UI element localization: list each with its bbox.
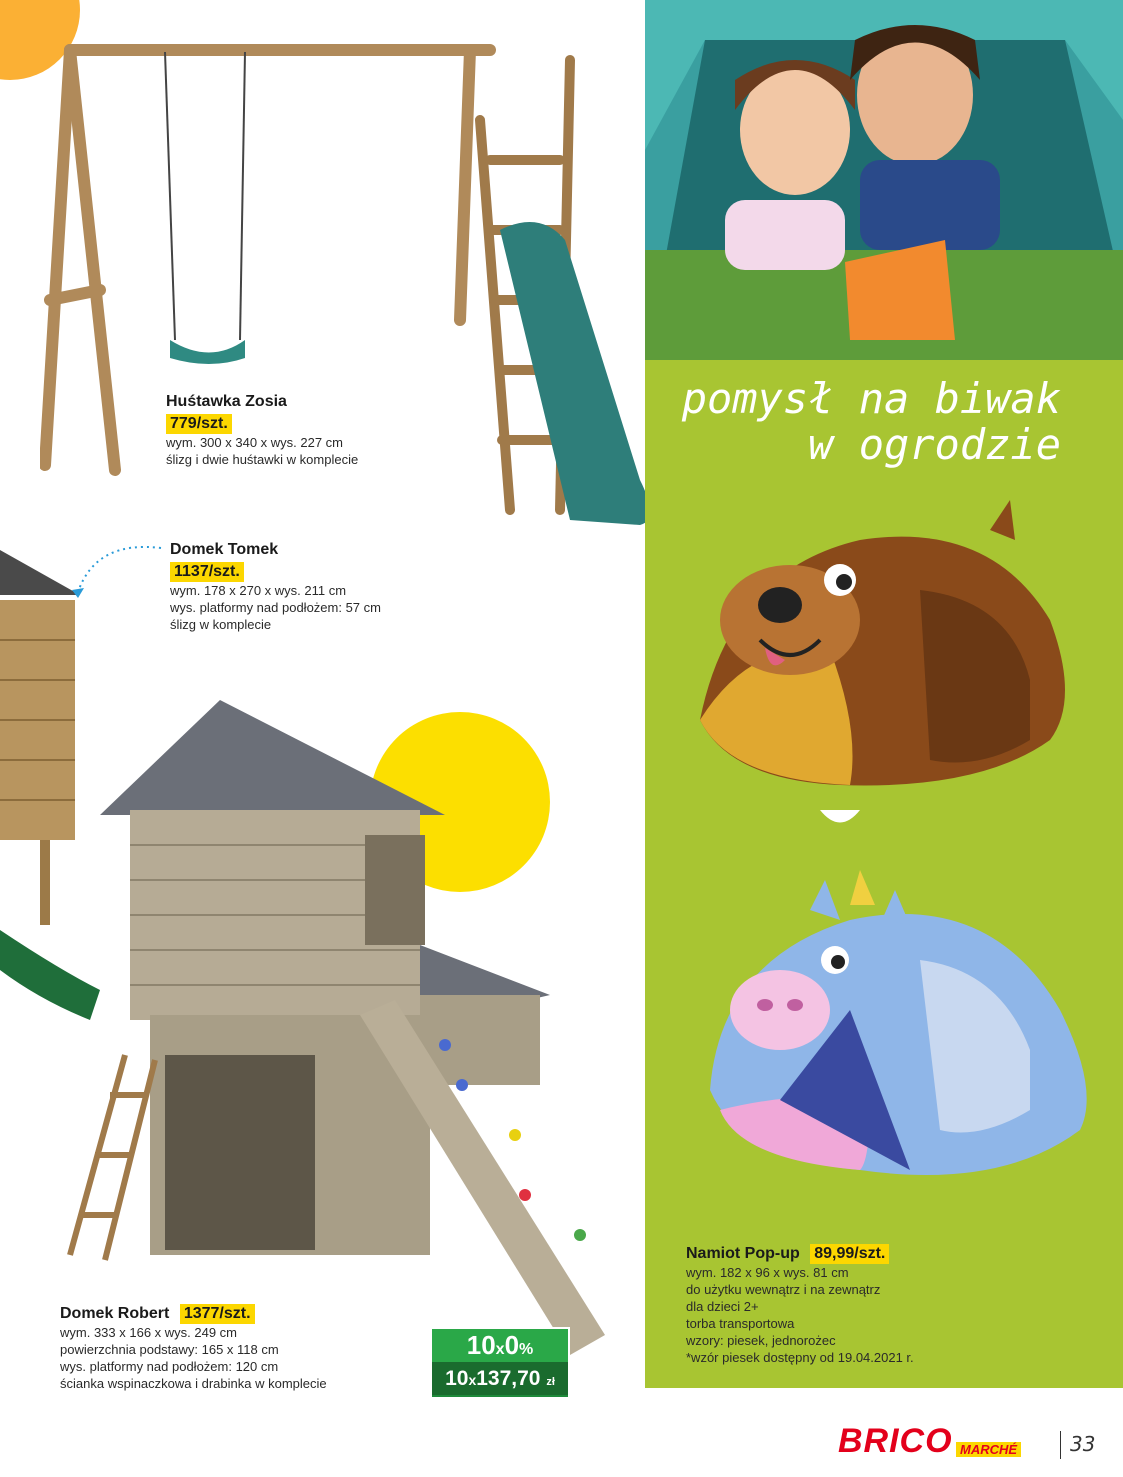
promo-currency: zł [546, 1376, 555, 1388]
product-desc: wym. 178 x 270 x wys. 211 cm [170, 583, 347, 598]
unicorn-tent-image [660, 850, 1100, 1230]
price-tag: 779/szt. [166, 414, 232, 434]
logo-marche-text: MARCHÉ [956, 1442, 1021, 1457]
slogan-line: pomysł na biwak [681, 374, 1061, 423]
brico-marche-logo [838, 1422, 1048, 1462]
promo-amount: 137,70 [476, 1367, 541, 1390]
product-desc: powierzchnia podstawy: 165 x 118 cm [60, 1342, 279, 1357]
promo-amount-row [432, 1362, 568, 1395]
product-desc: wym. 182 x 96 x wys. 81 cm [686, 1265, 849, 1280]
product-robert-info [60, 1304, 327, 1392]
dotted-arrow-icon [66, 540, 166, 600]
product-swing-info [166, 392, 358, 468]
slogan [682, 376, 1061, 468]
camping-kids-photo [645, 0, 1123, 360]
product-tent-info [686, 1244, 914, 1366]
page-divider [1060, 1431, 1061, 1459]
installment-promo-badge [430, 1327, 570, 1399]
product-desc: ścianka wspinaczkowa i drabinka w komplecie [60, 1376, 327, 1391]
logo-brico-text: BRICO [838, 1422, 953, 1460]
product-desc: dla dzieci 2+ [686, 1299, 759, 1314]
product-desc: wym. 300 x 340 x wys. 227 cm [166, 435, 344, 450]
product-desc: ślizg i dwie huśtawki w komplecie [166, 452, 359, 467]
slogan-line: w ogrodzie [808, 420, 1061, 469]
promo-percent: % [519, 1341, 534, 1358]
product-desc: *wzór piesek dostępny od 19.04.2021 r. [686, 1350, 914, 1365]
product-desc: wym. 333 x 166 x wys. 249 cm [60, 1325, 238, 1340]
promo-count: 10 [466, 1330, 496, 1360]
page-number: 33 [1070, 1432, 1096, 1456]
promo-count: 10 [445, 1367, 469, 1390]
swing-set-image [40, 40, 680, 540]
product-name: Domek Robert [60, 1305, 170, 1322]
promo-rate: 0 [504, 1330, 520, 1360]
product-name: Namiot Pop-up [686, 1245, 800, 1262]
product-desc: torba transportowa [686, 1316, 795, 1331]
product-desc: wys. platformy nad podłożem: 57 cm [170, 600, 381, 615]
product-tomek-info [170, 540, 381, 633]
product-desc: wzory: piesek, jednorożec [686, 1333, 836, 1348]
price-tag: 1137/szt. [170, 562, 244, 582]
promo-times: x [468, 1372, 477, 1388]
dog-tent-image [660, 500, 1100, 840]
product-desc: ślizg w komplecie [170, 617, 272, 632]
price-tag: 89,99/szt. [810, 1244, 889, 1264]
product-desc: do użytku wewnątrz i na zewnątrz [686, 1282, 881, 1297]
product-name: Huśtawka Zosia [166, 393, 287, 410]
promo-rate-row [432, 1329, 568, 1362]
price-tag: 1377/szt. [180, 1304, 255, 1324]
product-desc: wys. platformy nad podłożem: 120 cm [60, 1359, 279, 1374]
domek-robert-image [60, 695, 660, 1365]
promo-times: x [495, 1341, 505, 1358]
product-name: Domek Tomek [170, 541, 279, 558]
